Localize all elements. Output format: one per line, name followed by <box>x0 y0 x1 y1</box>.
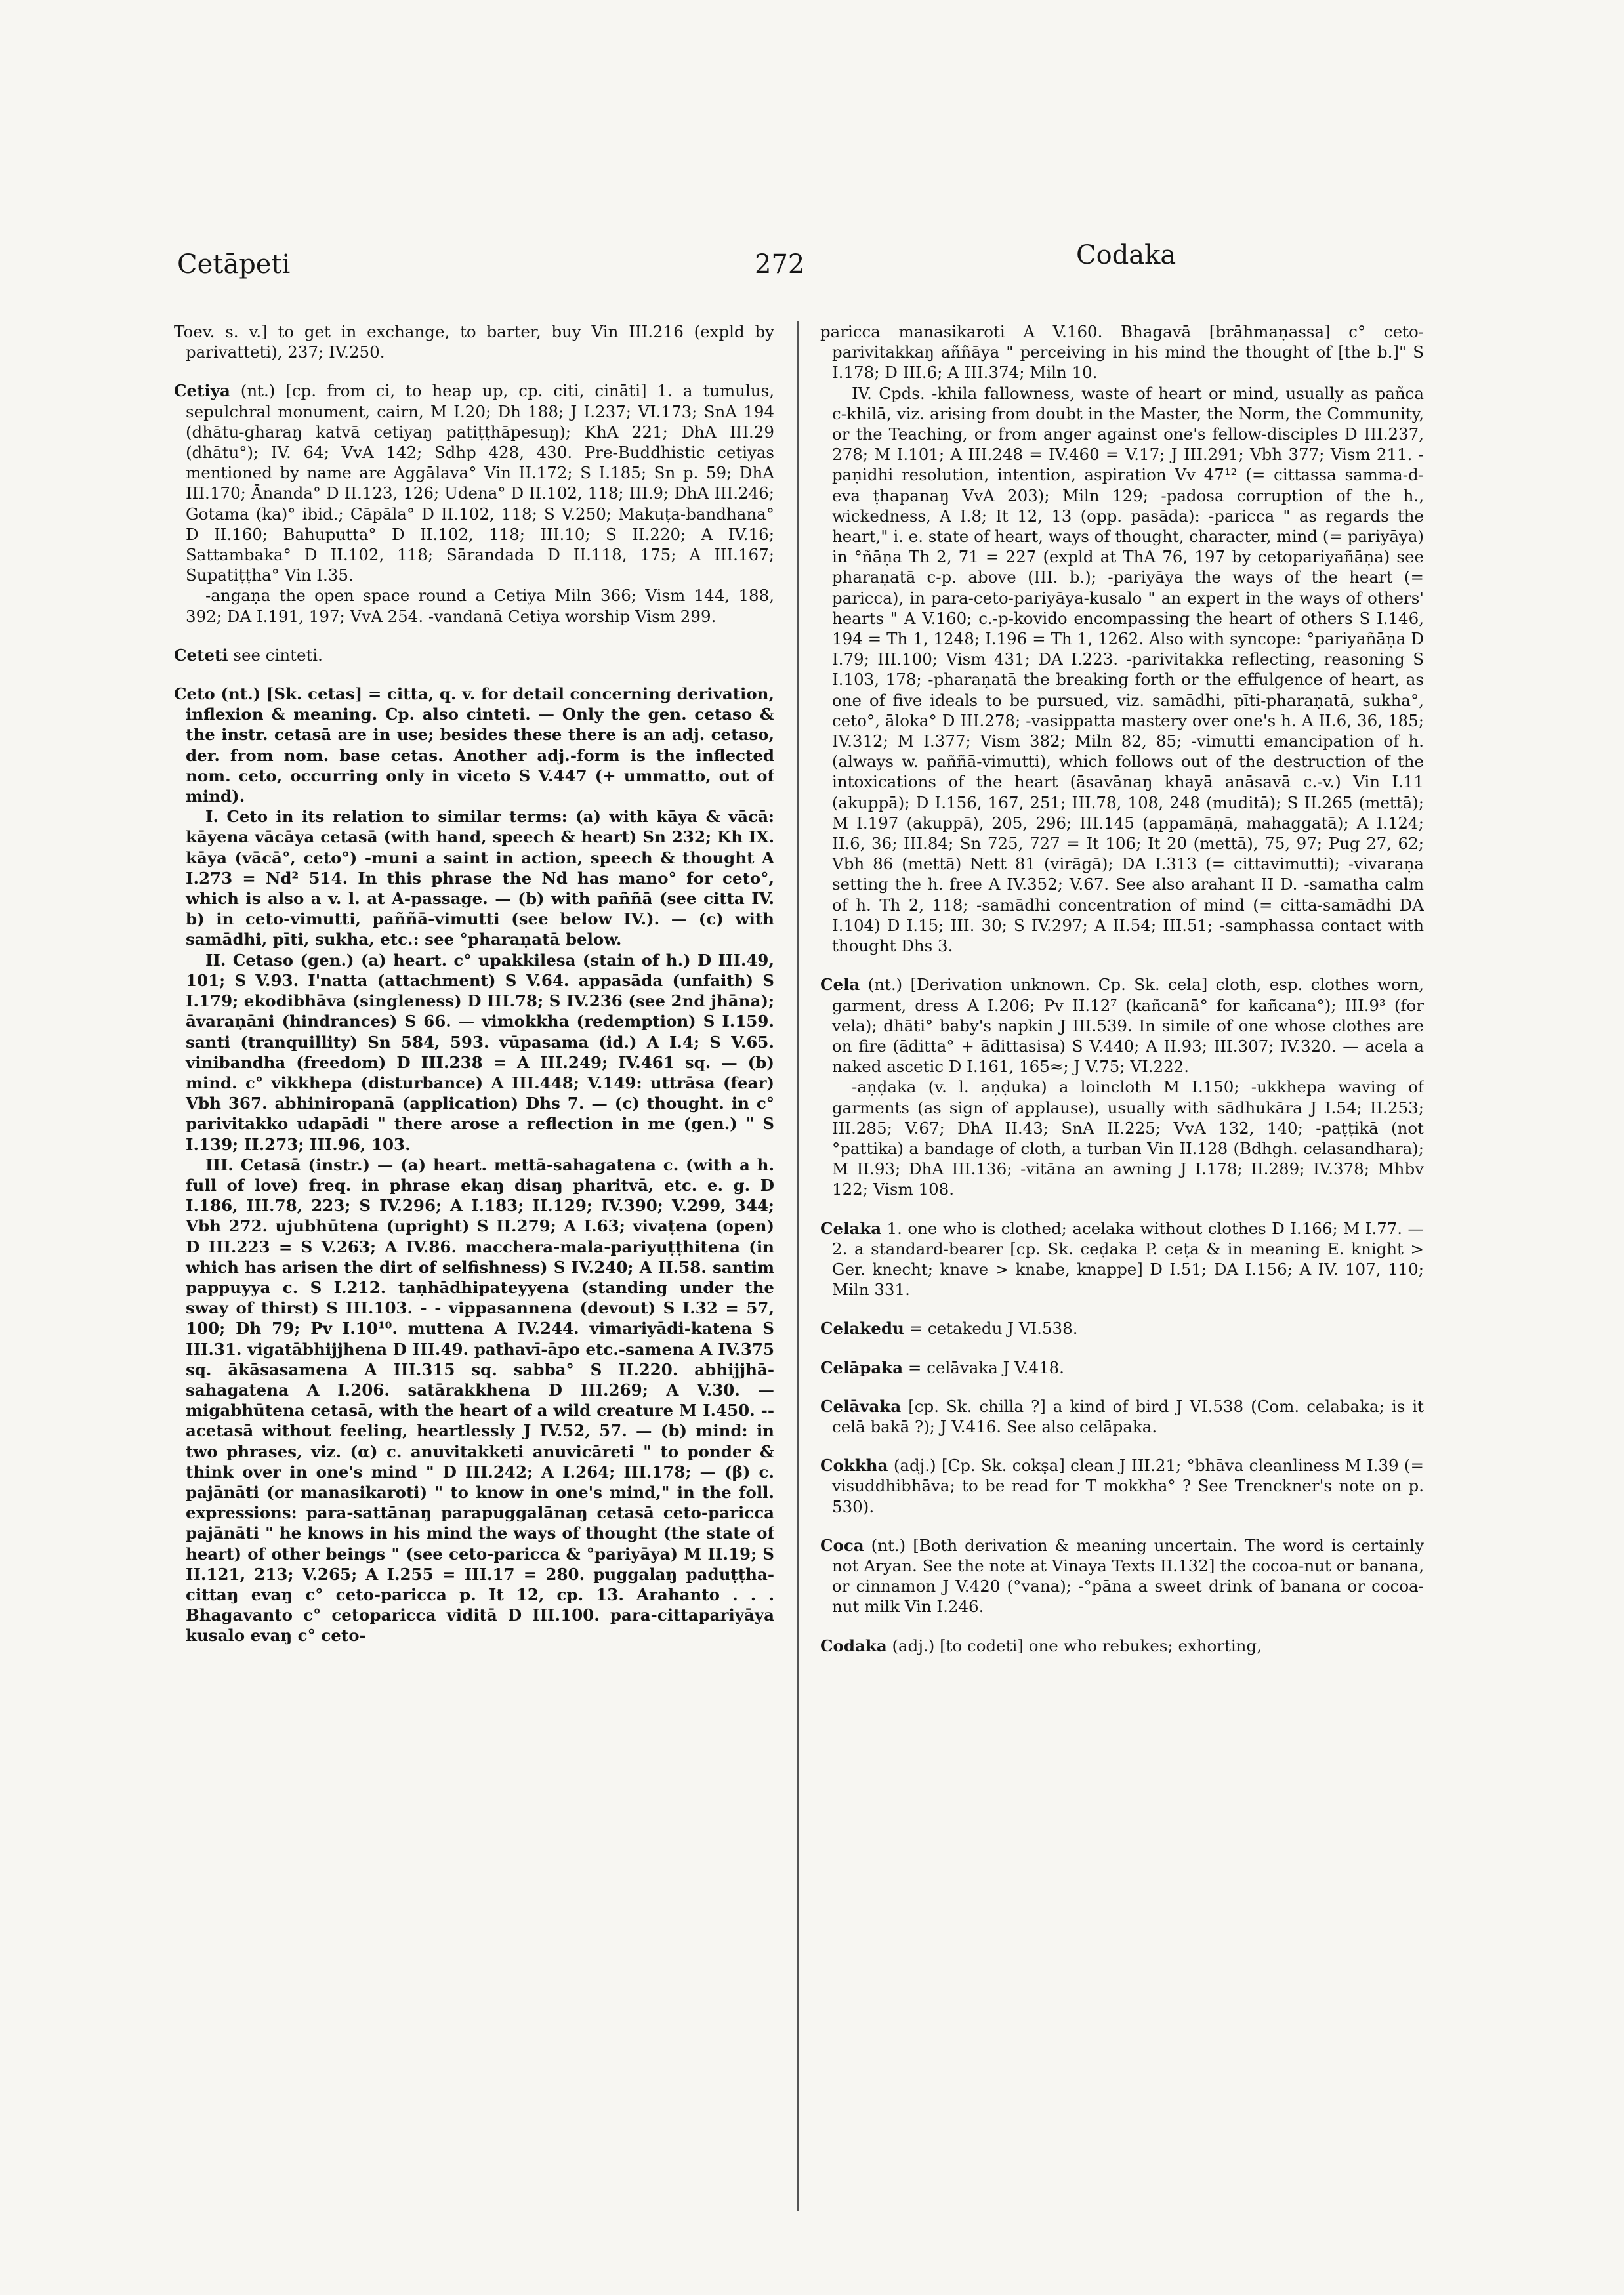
entry-text: (nt.) [Derivation unknown. Cp. Sk. cela] cloth, esp. clothes worn, garment, dress A I.206; Pv II.12⁷ (kañcanā° for kañcana°); III.9³ (for vela); dhāti° baby's napkin J III.539. In simile of one whose clothes are on fire (āditta° + ādittasisa) S V.440; A II.93; III.307; IV.320. — acela a naked ascetic D I.161, 165≈; J V.75; VI.222. <box>832 975 1424 1077</box>
entry-paragraph <box>186 950 774 1155</box>
entry-headword: Celāvaka <box>820 1396 902 1416</box>
page-header <box>0 240 1624 295</box>
entry-text: (adj.) [to codeti] one who rebukes; exhorting, <box>892 1636 1262 1655</box>
entry-text: (nt.) [Both derivation & meaning uncertain. The word is certainly not Aryan. See the note at Vinaya Texts II.132] the cocoa-nut or banana, or cinnamon J V.420 (°vana); -°pāna a sweet drink of banana or cocoa-nut milk Vin I.246. <box>832 1535 1424 1617</box>
entry-text: 1. one who is clothed; acelaka without clothes D I.166; M I.77. — 2. a standard-bearer [cp. Sk. ceḍaka P. ceṭa & in meaning E. knight > Ger. knecht; knave > knabe, knappe] D I.51; DA I.156; A IV. 107, 110; Miln 331. <box>832 1218 1424 1300</box>
dictionary-entry <box>174 684 774 1646</box>
entry-text: I. Ceto in its relation to similar terms: (a) with kāya & vācā: kāyena vācāya cetasā (with hand, speech & heart) Sn 232; Kh IX. kāya (vācā°, ceto°) -muni a saint in action, speech & thought A I.273 = Nd² 514. In this phrase the Nd has mano° for ceto°, which is also a v. l. at A-passage. — (b) with paññā (see citta IV. b) in ceto-vimutti, paññā-vimutti (see below IV.). — (c) with samādhi, pīti, sukha, etc.: see °pharaṇatā below. <box>186 807 774 949</box>
entry-paragraph <box>820 1318 1424 1338</box>
entry-text: see cinteti. <box>233 645 323 665</box>
entry-paragraph <box>820 321 1424 383</box>
entry-paragraph <box>186 1155 774 1646</box>
entry-text: (nt.) [cp. from ci, to heap up, cp. citi, cināti] 1. a tumulus, sepulchral monument, cairn, M I.20; Dh 188; J I.237; VI.173; SnA 194 (dhātu-gharaŋ katvā cetiyaŋ patiṭṭhāpesuŋ); KhA 221; DhA III.29 (dhātu°); IV. 64; VvA 142; Sdhp 428, 430. Pre-Buddhistic cetiyas mentioned by name are Aggālava° Vin II.172; S I.185; Sn p. 59; DhA III.170; Ānanda° D II.123, 126; Udena° D II.102, 118; III.9; DhA III.246; Gotama (ka)° ibid.; Cāpāla° D II.102, 118; S V.250; Makuṭa-bandhana° D II.160; Bahuputta° D II.102, 118; III.10; S II.220; A IV.16; Sattambaka° D II.102, 118; Sārandada D II.118, 175; A III.167; Supatiṭṭha° Vin I.35. <box>186 381 774 585</box>
entry-paragraph <box>820 1218 1424 1300</box>
entry-headword: Ceto <box>174 684 215 704</box>
entry-paragraph <box>174 381 774 585</box>
entry-paragraph <box>832 1077 1424 1199</box>
entry-paragraph <box>174 684 774 806</box>
entry-headword: Celāpaka <box>820 1357 904 1377</box>
entry-paragraph <box>832 383 1424 957</box>
entry-paragraph <box>820 1455 1424 1517</box>
page-number: 272 <box>755 249 805 279</box>
entry-text: [cp. Sk. chilla ?] a kind of bird J VI.538 (Com. celabaka; is it celā bakā ?); J V.416. See also celāpaka. <box>832 1396 1424 1436</box>
dictionary-entry <box>820 1357 1424 1378</box>
entry-paragraph <box>820 1535 1424 1617</box>
entry-text: -aṇḍaka (v. l. aṇḍuka) a loincloth M I.150; -ukkhepa waving of garments (as sign of applause), usually with sādhukāra J I.54; II.253; III.285; V.67; DhA II.43; SnA II.225; VvA 132, 140; -paṭṭikā (not °pattika) a bandage of cloth, a turban Vin II.128 (Bdhgh. celasandhara); M II.93; DhA III.136; -vitāna an awning J I.178; II.289; IV.378; Mhbv 122; Vism 108. <box>832 1077 1424 1199</box>
entry-text: (nt.) [Sk. cetas] = citta, q. v. for detail concerning derivation, inflexion & meaning. Cp. also cinteti. — Only the gen. cetaso & the instr. cetasā are in use; besides these there is an adj. cetaso, der. from nom. base cetas. Another adj.-form is the inflected nom. ceto, occurring only in viceto S V.447 (+ ummatto, out of mind). <box>186 684 774 806</box>
entry-paragraph <box>174 645 774 665</box>
entry-headword: Cela <box>820 975 860 995</box>
entry-headword: Celaka <box>820 1218 882 1238</box>
column-divider <box>797 321 799 2211</box>
entry-headword: Cokkha <box>820 1456 888 1476</box>
entry-paragraph <box>186 806 774 949</box>
dictionary-entry <box>820 974 1424 1199</box>
dictionary-entry <box>820 321 1424 956</box>
entry-headword: Celakedu <box>820 1319 904 1338</box>
entry-paragraph <box>820 974 1424 1077</box>
entry-text: -angaṇa the open space round a Cetiya Miln 366; Vism 144, 188, 392; DA I.191, 197; VvA 254. -vandanā Cetiya worship Vism 299. <box>186 586 774 626</box>
dictionary-entry <box>174 645 774 665</box>
entry-headword: Cetiya <box>174 381 230 401</box>
entry-paragraph <box>186 585 774 626</box>
right-guide-word: Codaka <box>1076 240 1176 270</box>
dictionary-entry <box>174 381 774 626</box>
left-guide-word: Cetāpeti <box>177 249 291 279</box>
entry-text: II. Cetaso (gen.) (a) heart. c° upakkilesa (stain of h.) D III.49, 101; S V.93. I'natta (attachment) S V.64. appasāda (unfaith) S I.179; ekodibhāva (singleness) D III.78; S IV.236 (see 2nd jhāna); āvaraṇāni (hindrances) S 66. — vimokkha (redemption) S I.159. santi (tranquillity) Sn 584, 593. vūpasama (id.) A I.4; S V.65. vinibandha (freedom) D III.238 = A III.249; IV.461 sq. — (b) mind. c° vikkhepa (disturbance) A III.448; V.149: uttrāsa (fear) Vbh 367. abhiniropanā (application) Dhs 7. — (c) thought. in c° parivitakko udapādi " there arose a reflection in me (gen.) " S I.139; II.273; III.96, 103. <box>186 950 774 1154</box>
dictionary-entry <box>820 1396 1424 1437</box>
entry-headword: Codaka <box>820 1636 887 1655</box>
entry-paragraph <box>820 1357 1424 1378</box>
entry-text: = cetakedu J VI.538. <box>909 1319 1078 1338</box>
dictionary-entry <box>820 1318 1424 1338</box>
entry-headword: Coca <box>820 1535 864 1555</box>
dictionary-entry <box>820 1218 1424 1300</box>
dictionary-entry <box>820 1636 1424 1656</box>
entry-text: (adj.) [Cp. Sk. cokṣa] clean J III.21; °bhāva cleanliness M I.39 (= visuddhibhāva; to be read for T mokkha° ? See Trenckner's note on p. 530). <box>832 1456 1424 1516</box>
left-column <box>174 321 774 2224</box>
entry-text: III. Cetasā (instr.) — (a) heart. mettā-sahagatena c. (with a h. full of love) freq. in phrase ekaŋ disaŋ pharitvā, etc. e. g. D I.186, III.78, 223; S IV.296; A I.183; II.129; IV.390; V.299, 344; Vbh 272. ujubhūtena (upright) S II.279; A I.63; vivaṭena (open) D III.223 = S V.263; A IV.86. macchera-mala-pariyuṭṭhitena (in which has arisen the dirt of selfishness) S IV.240; A II.58. santim pappuyya c. S I.212. taṇhādhipateyyena (standing under the sway of thirst) S III.103. - - vippasannena (devout) S I.32 = 57, 100; Dh 79; Pv I.10¹⁰. muttena A IV.244. vimariyādi-katena S III.31. vigatābhijjhena D III.49. pathavī-āpo etc.-samena A IV.375 sq. ākāsasamena A III.315 sq. sabba° S II.220. abhijjhā-sahagatena A I.206. satārakkhena D III.269; A V.30. — migabhūtena cetasā, with the heart of a wild creature M I.450. -- acetasā without feeling, heartlessly J IV.52, 57. — (b) mind: in two phrases, viz. (α) c. anuvitakketi anuvicāreti " to ponder & think over in one's mind " D III.242; A I.264; III.178; — (β) c. pajānāti (or manasikaroti) " to know in one's mind," in the foll. expressions: para-sattānaŋ parapuggalānaŋ cetasā ceto-paricca pajānāti " he knows in his mind the ways of thought (the state of heart) of other beings " (see ceto-paricca & °pariyāya) M II.19; S II.121, 213; V.265; A I.255 = III.17 = 280. puggalaŋ paduṭṭha-cittaŋ evaŋ c° ceto-paricca p. It 12, cp. 13. Arahanto . . . Bhagavanto c° cetoparicca viditā D III.100. para-cittapariyāya kusalo evaŋ c° ceto- <box>186 1155 774 1645</box>
dictionary-entry <box>820 1455 1424 1517</box>
dictionary-entry <box>174 321 774 362</box>
entry-paragraph <box>820 1636 1424 1656</box>
entry-text: Toev. s. v.] to get in exchange, to barter, buy Vin III.216 (expld by parivatteti), 237; IV.250. <box>174 322 774 362</box>
entry-paragraph <box>820 1396 1424 1437</box>
entry-text: paricca manasikaroti A V.160. Bhagavā [brāhmaṇassa] c° ceto-parivitakkaŋ aññāya " perceiving in his mind the thought of [the b.]" S I.178; D III.6; A III.374; Miln 10. <box>820 322 1424 382</box>
dictionary-entry <box>820 1535 1424 1617</box>
entry-text: = celāvaka J V.418. <box>907 1357 1064 1377</box>
entry-paragraph <box>174 321 774 362</box>
entry-text: IV. Cpds. -khila fallowness, waste of heart or mind, usually as pañca c-khilā, viz. arising from doubt in the Master, the Norm, the Community, or the Teaching, or from anger against one's fellow-disciples D III.237, 278; M I.101; A III.248 = IV.460 = V.17; J III.291; Vbh 377; Vism 211. -paṇidhi resolution, intention, aspiration Vv 47¹² (= cittassa samma-d-eva ṭhapanaŋ VvA 203); Miln 129; -padosa corruption of the h., wickedness, A I.8; It 12, 13 (opp. pasāda): -paricca " as regards the heart," i. e. state of heart, ways of thought, character, mind (= pariyāya) in °ñāṇa Th 2, 71 = 227 (expld at ThA 76, 197 by cetopariyañāṇa) see pharaṇatā c-p. above (III. b.); -pariyāya the ways of the heart (= paricca), in para-ceto-pariyāya-kusalo " an expert in the ways of others' hearts " A V.160; c.-p-kovido encompassing the heart of others S I.146, 194 = Th 1, 1248; I.196 = Th 1, 1262. Also with syncope: °pariyañāṇa D I.79; III.100; Vism 431; DA I.223. -parivitakka reflecting, reasoning S I.103, 178; -pharaṇatā the breaking forth or the effulgence of heart, as one of five ideals to be pursued, viz. samādhi, pīti-pharaṇatā, sukha°, ceto°, āloka° D III.278; -vasippatta mastery over one's h. A II.6, 36, 185; IV.312; M I.377; Vism 382; Miln 82, 85; -vimutti emancipation of h. (always w. paññā-vimutti), which follows out of the destruction of the intoxications of the heart (āsavānaŋ khayā anāsavā c.-v.) Vin I.11 (akuppā); D I.156, 167, 251; III.78, 108, 248 (muditā); S II.265 (mettā); M I.197 (akuppā), 205, 296; III.145 (appamāṇā, mahaggatā); A I.124; II.6, 36; III.84; Sn 725, 727 = It 106; It 20 (mettā), 75, 97; Pug 27, 62; Vbh 86 (mettā) Nett 81 (virāgā); DA I.313 (= cittavimutti); -vivaraṇa setting the h. free A IV.352; V.67. See also arahant II D. -samatha calm of h. Th 2, 118; -samādhi concentration of mind (= citta-samādhi DA I.104) D I.15; III. 30; S IV.297; A II.54; III.51; -samphassa contact with thought Dhs 3. <box>832 383 1424 956</box>
right-column <box>820 321 1424 2224</box>
entry-headword: Ceteti <box>174 645 228 665</box>
